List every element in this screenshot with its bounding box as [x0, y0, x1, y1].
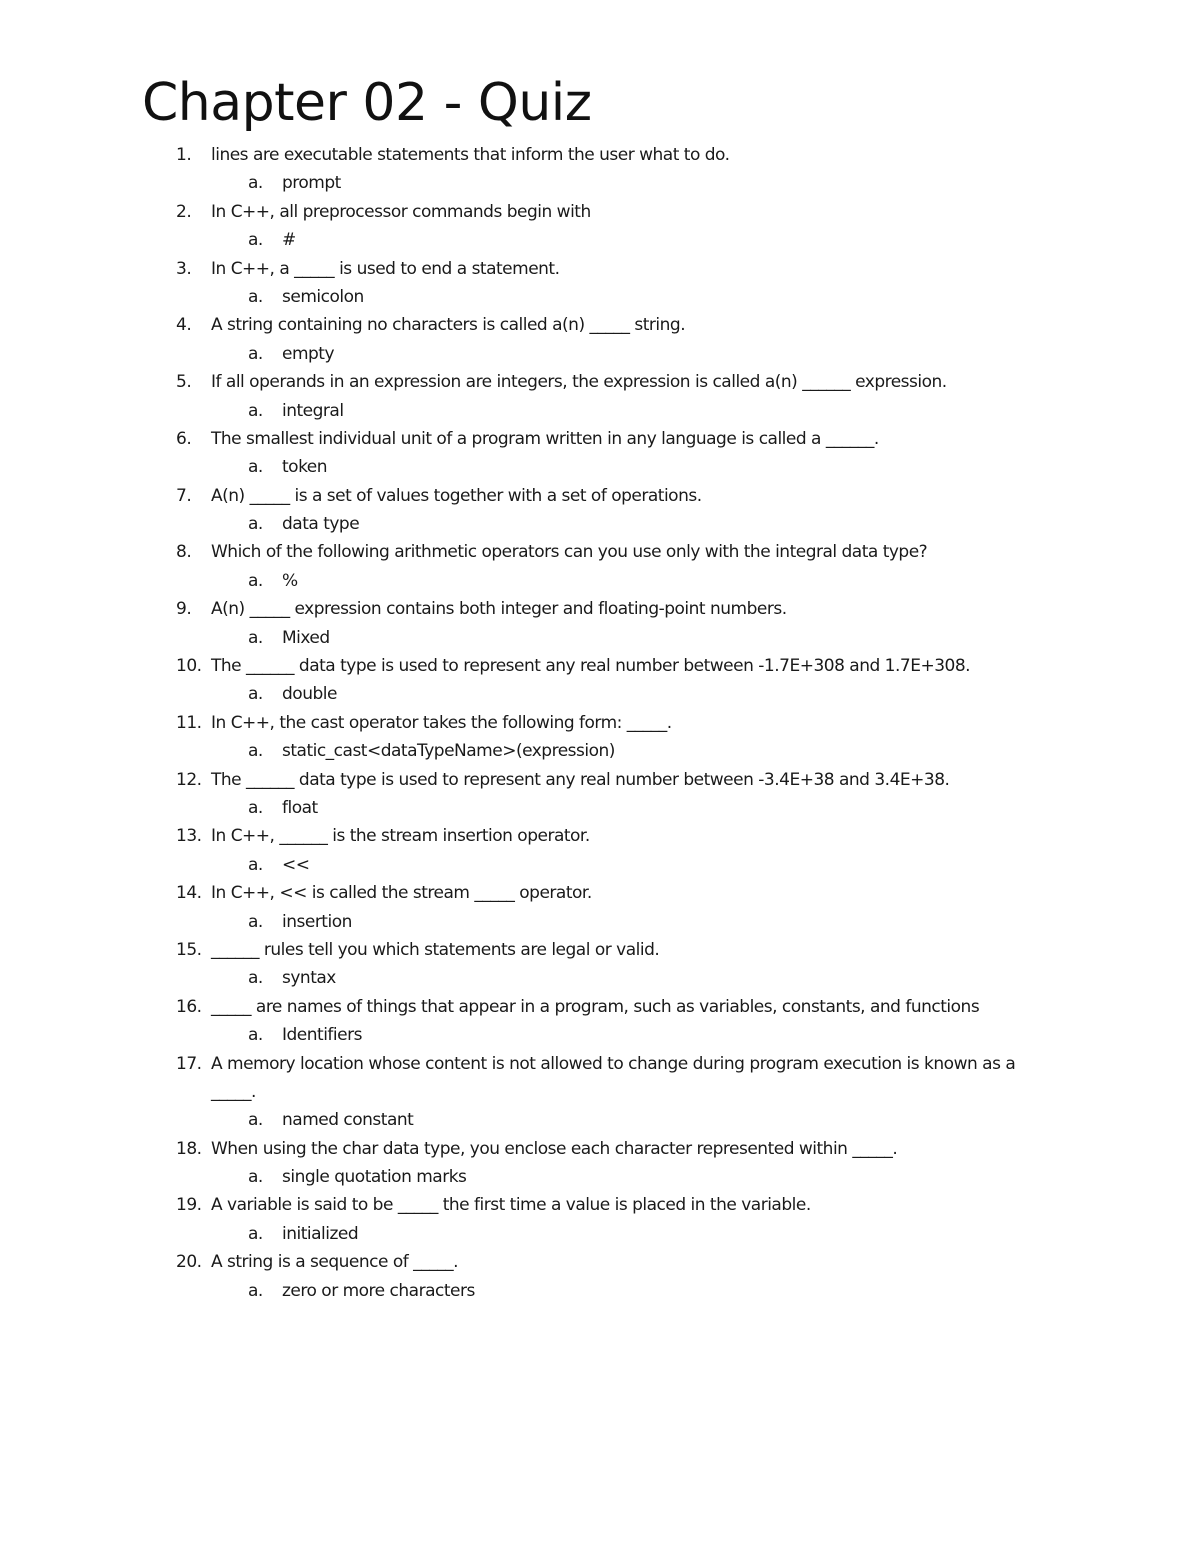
question-text: lines are executable statements that inform the user what to do. — [211, 145, 730, 165]
answer-marker: a. — [248, 627, 263, 648]
answer-text: double — [282, 684, 337, 705]
answer-marker: a. — [248, 1223, 263, 1244]
answer-marker: a. — [248, 570, 263, 591]
question-number: 15. — [176, 939, 202, 960]
question-text: A(n) _____ is a set of values together with a set of operations. — [211, 485, 702, 506]
question-text: In C++, a _____ is used to end a statement. — [211, 258, 560, 279]
answer-marker: a. — [248, 797, 263, 818]
answer-text: << — [282, 854, 310, 875]
question-number: 18. — [176, 1138, 202, 1159]
question-item — [0, 595, 1200, 652]
answer-text: integral — [282, 400, 344, 421]
question-number: 12. — [176, 769, 202, 790]
question-item — [0, 538, 1200, 595]
question-item — [0, 311, 1200, 368]
answer-marker: a. — [248, 1167, 263, 1188]
question-number: 14. — [176, 883, 202, 904]
question-number: 4. — [176, 315, 192, 336]
question-item — [0, 1050, 1200, 1135]
answer-text: initialized — [282, 1223, 359, 1244]
answer-text: # — [282, 230, 296, 251]
answer-text: data type — [282, 514, 360, 535]
answer-marker: a. — [248, 343, 263, 364]
page-title: Chapter 02 - Quiz — [142, 73, 592, 133]
answer-marker: a. — [248, 968, 263, 989]
answer-text: named constant — [282, 1110, 414, 1131]
question-item — [0, 425, 1200, 482]
answer-text: empty — [282, 343, 335, 364]
question-number: 19. — [176, 1195, 202, 1216]
answer-marker: a. — [248, 457, 263, 478]
answer-marker: a. — [248, 230, 263, 251]
answer-text: Identifiers — [282, 1025, 362, 1046]
answer-text: % — [282, 570, 298, 591]
question-number: 2. — [176, 201, 192, 222]
question-text: A(n) _____ expression contains both integer and floating-point numbers. — [211, 599, 787, 620]
question-item — [0, 198, 1200, 255]
question-item — [0, 879, 1200, 936]
answer-text: Mixed — [282, 627, 330, 648]
answer-text: float — [282, 797, 318, 818]
question-item — [0, 1135, 1200, 1192]
question-text: In C++, the cast operator takes the following form: _____. — [211, 712, 672, 733]
quiz-list — [0, 141, 1200, 1305]
question-number: 13. — [176, 826, 202, 847]
question-number: 20. — [176, 1252, 202, 1273]
answer-text: syntax — [282, 968, 336, 989]
answer-text: zero or more characters — [282, 1280, 475, 1301]
question-text: In C++, ______ is the stream insertion operator. — [211, 826, 590, 847]
question-item — [0, 1191, 1200, 1248]
question-number: 6. — [176, 428, 192, 449]
answer-marker: a. — [248, 1025, 263, 1046]
question-number: 10. — [176, 656, 202, 677]
answer-marker: a. — [248, 684, 263, 705]
question-number: 1. — [176, 145, 192, 165]
question-item — [0, 709, 1200, 766]
question-item — [0, 993, 1200, 1050]
answer-marker: a. — [248, 911, 263, 932]
answer-marker: a. — [248, 741, 263, 762]
question-number: 3. — [176, 258, 192, 279]
answer-marker: a. — [248, 1280, 263, 1301]
question-text: If all operands in an expression are integers, the expression is called a(n) ______ expression. — [211, 372, 947, 393]
question-text: The ______ data type is used to represent any real number between -3.4E+38 and 3.4E+38. — [211, 769, 950, 790]
question-number: 11. — [176, 712, 202, 733]
answer-text: single quotation marks — [282, 1167, 467, 1188]
question-item — [0, 482, 1200, 539]
question-item — [0, 255, 1200, 312]
answer-text: semicolon — [282, 286, 364, 307]
question-item — [0, 368, 1200, 425]
answer-text: token — [282, 457, 328, 478]
question-item — [0, 141, 1200, 198]
question-number: 16. — [176, 996, 202, 1017]
question-text: Which of the following arithmetic operators can you use only with the integral data type? — [211, 542, 928, 563]
question-text: ______ rules tell you which statements are legal or valid. — [211, 939, 660, 960]
answer-text: prompt — [282, 173, 341, 194]
question-text: In C++, all preprocessor commands begin with — [211, 201, 591, 222]
question-item — [0, 652, 1200, 709]
answer-text: static_cast<dataTypeName>(expression) — [282, 741, 615, 762]
answer-marker: a. — [248, 400, 263, 421]
question-item — [0, 1248, 1200, 1305]
question-number: 9. — [176, 599, 192, 620]
question-text: A string is a sequence of _____. — [211, 1252, 459, 1273]
answer-marker: a. — [248, 854, 263, 875]
question-text: A string containing no characters is called a(n) _____ string. — [211, 315, 686, 336]
question-number: 17. — [176, 1053, 202, 1074]
question-text: _____ are names of things that appear in a program, such as variables, constants, and functions — [211, 996, 980, 1017]
question-item — [0, 766, 1200, 823]
answer-marker: a. — [248, 514, 263, 535]
question-text: A variable is said to be _____ the first time a value is placed in the variable. — [211, 1195, 811, 1216]
question-text: The smallest individual unit of a program written in any language is called a ______. — [211, 428, 879, 449]
answer-marker: a. — [248, 286, 263, 307]
question-text: The ______ data type is used to represent any real number between -1.7E+308 and 1.7E+308. — [211, 656, 971, 677]
question-item — [0, 822, 1200, 879]
question-text: When using the char data type, you enclose each character represented within _____. — [211, 1138, 898, 1159]
answer-marker: a. — [248, 1110, 263, 1131]
question-text: In C++, << is called the stream _____ operator. — [211, 883, 592, 904]
question-number: 5. — [176, 372, 192, 393]
answer-marker: a. — [248, 173, 263, 194]
question-item — [0, 936, 1200, 993]
question-number: 7. — [176, 485, 192, 506]
question-text: A memory location whose content is not allowed to change during program execution is known as a _____. — [211, 1053, 1016, 1102]
answer-text: insertion — [282, 911, 352, 932]
question-number: 8. — [176, 542, 192, 563]
